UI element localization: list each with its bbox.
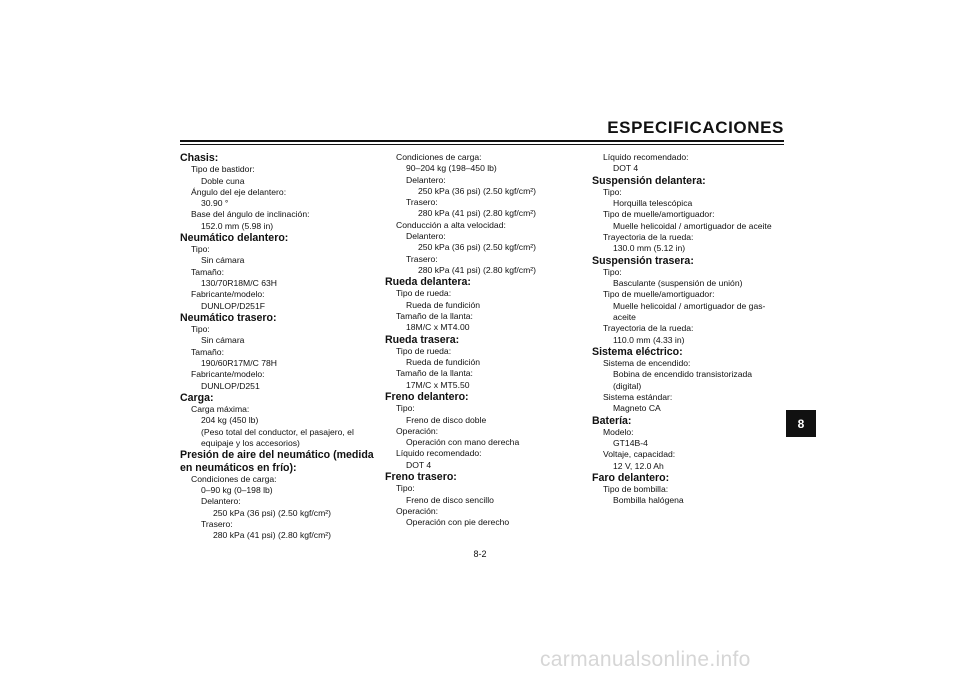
spec-value: 190/60R17M/C 78H	[201, 358, 277, 369]
spec-value: Basculante (suspensión de unión)	[613, 278, 743, 289]
page-number: 8-2	[473, 549, 487, 559]
spec-value: Trasero:	[201, 518, 233, 529]
spec-value: 90–204 kg (198–450 lb)	[406, 163, 497, 174]
spec-label: Tipo:	[603, 266, 622, 277]
spec-value: Bobina de encendido transistorizada	[613, 369, 753, 380]
spec-value: 250 kPa (36 psi) (2.50 kgf/cm²)	[418, 242, 536, 253]
spec-label: Modelo:	[603, 426, 634, 437]
spec-label: Operación:	[396, 425, 439, 436]
spec-value: 30.90 °	[201, 198, 229, 209]
section-heading: Freno delantero:	[385, 391, 469, 404]
spec-value: 280 kPa (41 psi) (2.80 kgf/cm²)	[213, 530, 331, 541]
spec-value: 280 kPa (41 psi) (2.80 kgf/cm²)	[418, 208, 536, 219]
spec-column-1	[180, 152, 380, 542]
spec-label: Tamaño de la llanta:	[396, 368, 473, 379]
spec-value: DUNLOP/D251	[201, 380, 260, 391]
spec-value: 18M/C x MT4.00	[406, 322, 470, 333]
spec-value: Trasero:	[406, 253, 438, 264]
spec-value: Muelle helicoidal / amortiguador de gas-	[613, 300, 766, 311]
spec-value: 12 V, 12.0 Ah	[613, 460, 664, 471]
section-heading: en neumáticos en frío):	[180, 461, 297, 474]
section-heading: Suspensión trasera:	[592, 254, 694, 267]
watermark: carmanualsonline.info	[540, 648, 751, 671]
section-heading: Neumático delantero:	[180, 231, 289, 244]
spec-label: Tipo de bombilla:	[603, 484, 669, 495]
spec-value: 204 kg (450 lb)	[201, 415, 259, 426]
section-heading: Neumático trasero:	[180, 311, 277, 324]
spec-value: 250 kPa (36 psi) (2.50 kgf/cm²)	[213, 507, 331, 518]
spec-value: Doble cuna	[201, 175, 245, 186]
section-heading: Suspensión delantera:	[592, 174, 706, 187]
spec-label: Tipo:	[603, 186, 622, 197]
spec-value: 250 kPa (36 psi) (2.50 kgf/cm²)	[418, 185, 536, 196]
section-heading: Carga:	[180, 391, 214, 404]
spec-value: (Peso total del conductor, el pasajero, el	[201, 426, 354, 437]
page-title: ESPECIFICACIONES	[607, 118, 784, 137]
spec-value: Rueda de fundición	[406, 357, 481, 368]
spec-value: Bombilla halógena	[613, 495, 684, 506]
spec-label: Base del ángulo de inclinación:	[191, 209, 310, 220]
spec-column-3	[592, 152, 792, 507]
spec-value: Trasero:	[406, 197, 438, 208]
spec-label: Sistema estándar:	[603, 391, 673, 402]
spec-label: Tipo de rueda:	[396, 345, 452, 356]
spec-value: Sin cámara	[201, 335, 245, 346]
spec-value: Delantero:	[406, 174, 446, 185]
section-heading: Rueda delantera:	[385, 276, 471, 289]
spec-value: GT14B-4	[613, 438, 648, 449]
spec-value: Freno de disco sencillo	[406, 494, 494, 505]
header-rule-thin	[180, 144, 784, 145]
spec-value: 17M/C x MT5.50	[406, 379, 470, 390]
spec-label: Voltaje, capacidad:	[603, 449, 676, 460]
spec-value: 280 kPa (41 psi) (2.80 kgf/cm²)	[418, 264, 536, 275]
spec-value: 0–90 kg (0–198 lb)	[201, 485, 273, 496]
spec-label: Tipo:	[191, 324, 210, 335]
spec-label: Ángulo del eje delantero:	[191, 186, 287, 197]
section-heading: Chasis:	[180, 152, 219, 164]
chapter-tab: 8	[786, 410, 816, 437]
spec-label: Tamaño de la llanta:	[396, 311, 473, 322]
section-heading: Rueda trasera:	[385, 333, 460, 346]
spec-value: Rueda de fundición	[406, 299, 481, 310]
spec-label: Trayectoria de la rueda:	[603, 323, 694, 334]
header-rule-thick	[180, 140, 784, 142]
spec-column-2	[385, 152, 585, 528]
spec-label: Condiciones de carga:	[191, 473, 277, 484]
spec-value: Freno de disco doble	[406, 414, 487, 425]
section-heading: Faro delantero:	[592, 471, 670, 484]
spec-value: aceite	[613, 311, 636, 322]
spec-value: 110.0 mm (4.33 in)	[613, 334, 685, 345]
spec-label: Carga máxima:	[191, 404, 250, 415]
spec-label: Tipo de muelle/amortiguador:	[603, 289, 715, 300]
spec-value: Horquilla telescópica	[613, 198, 693, 209]
section-heading: Presión de aire del neumático (medida	[180, 449, 374, 462]
spec-label: Tipo de bastidor:	[191, 164, 255, 175]
spec-value: Delantero:	[406, 231, 446, 242]
spec-label: Conducción a alta velocidad:	[396, 219, 506, 230]
spec-label: Tipo:	[396, 403, 415, 414]
section-heading: Sistema eléctrico:	[592, 345, 683, 358]
section-heading: Freno trasero:	[385, 471, 457, 484]
spec-value: Delantero:	[201, 496, 241, 507]
spec-value: (digital)	[613, 380, 642, 391]
spec-label: Líquido recomendado:	[396, 448, 482, 459]
spec-label: Líquido recomendado:	[603, 152, 689, 162]
spec-value: 152.0 mm (5.98 in)	[201, 220, 274, 231]
spec-value: Muelle helicoidal / amortiguador de aceite	[613, 220, 772, 231]
spec-label: Condiciones de carga:	[396, 152, 482, 162]
spec-value: Magneto CA	[613, 403, 661, 414]
spec-label: Tamaño:	[191, 346, 224, 357]
spec-value: DOT 4	[406, 459, 432, 470]
spec-value: 130/70R18M/C 63H	[201, 278, 277, 289]
spec-label: Tipo:	[396, 483, 415, 494]
spec-label: Tamaño:	[191, 266, 224, 277]
spec-label: Tipo de rueda:	[396, 288, 452, 299]
spec-label: Sistema de encendido:	[603, 358, 691, 369]
spec-value: 130.0 mm (5.12 in)	[613, 243, 686, 254]
spec-label: Tipo:	[191, 244, 210, 255]
spec-value: Sin cámara	[201, 255, 245, 266]
spec-value: DOT 4	[613, 163, 639, 174]
spec-value: equipaje y los accesorios)	[201, 438, 300, 449]
spec-label: Tipo de muelle/amortiguador:	[603, 209, 715, 220]
spec-label: Fabricante/modelo:	[191, 369, 265, 380]
spec-value: Operación con mano derecha	[406, 437, 520, 448]
section-heading: Batería:	[592, 414, 632, 427]
spec-value: Operación con pie derecho	[406, 517, 510, 528]
spec-label: Trayectoria de la rueda:	[603, 231, 694, 242]
spec-value: DUNLOP/D251F	[201, 300, 265, 311]
spec-label: Operación:	[396, 505, 439, 516]
spec-label: Fabricante/modelo:	[191, 289, 265, 300]
